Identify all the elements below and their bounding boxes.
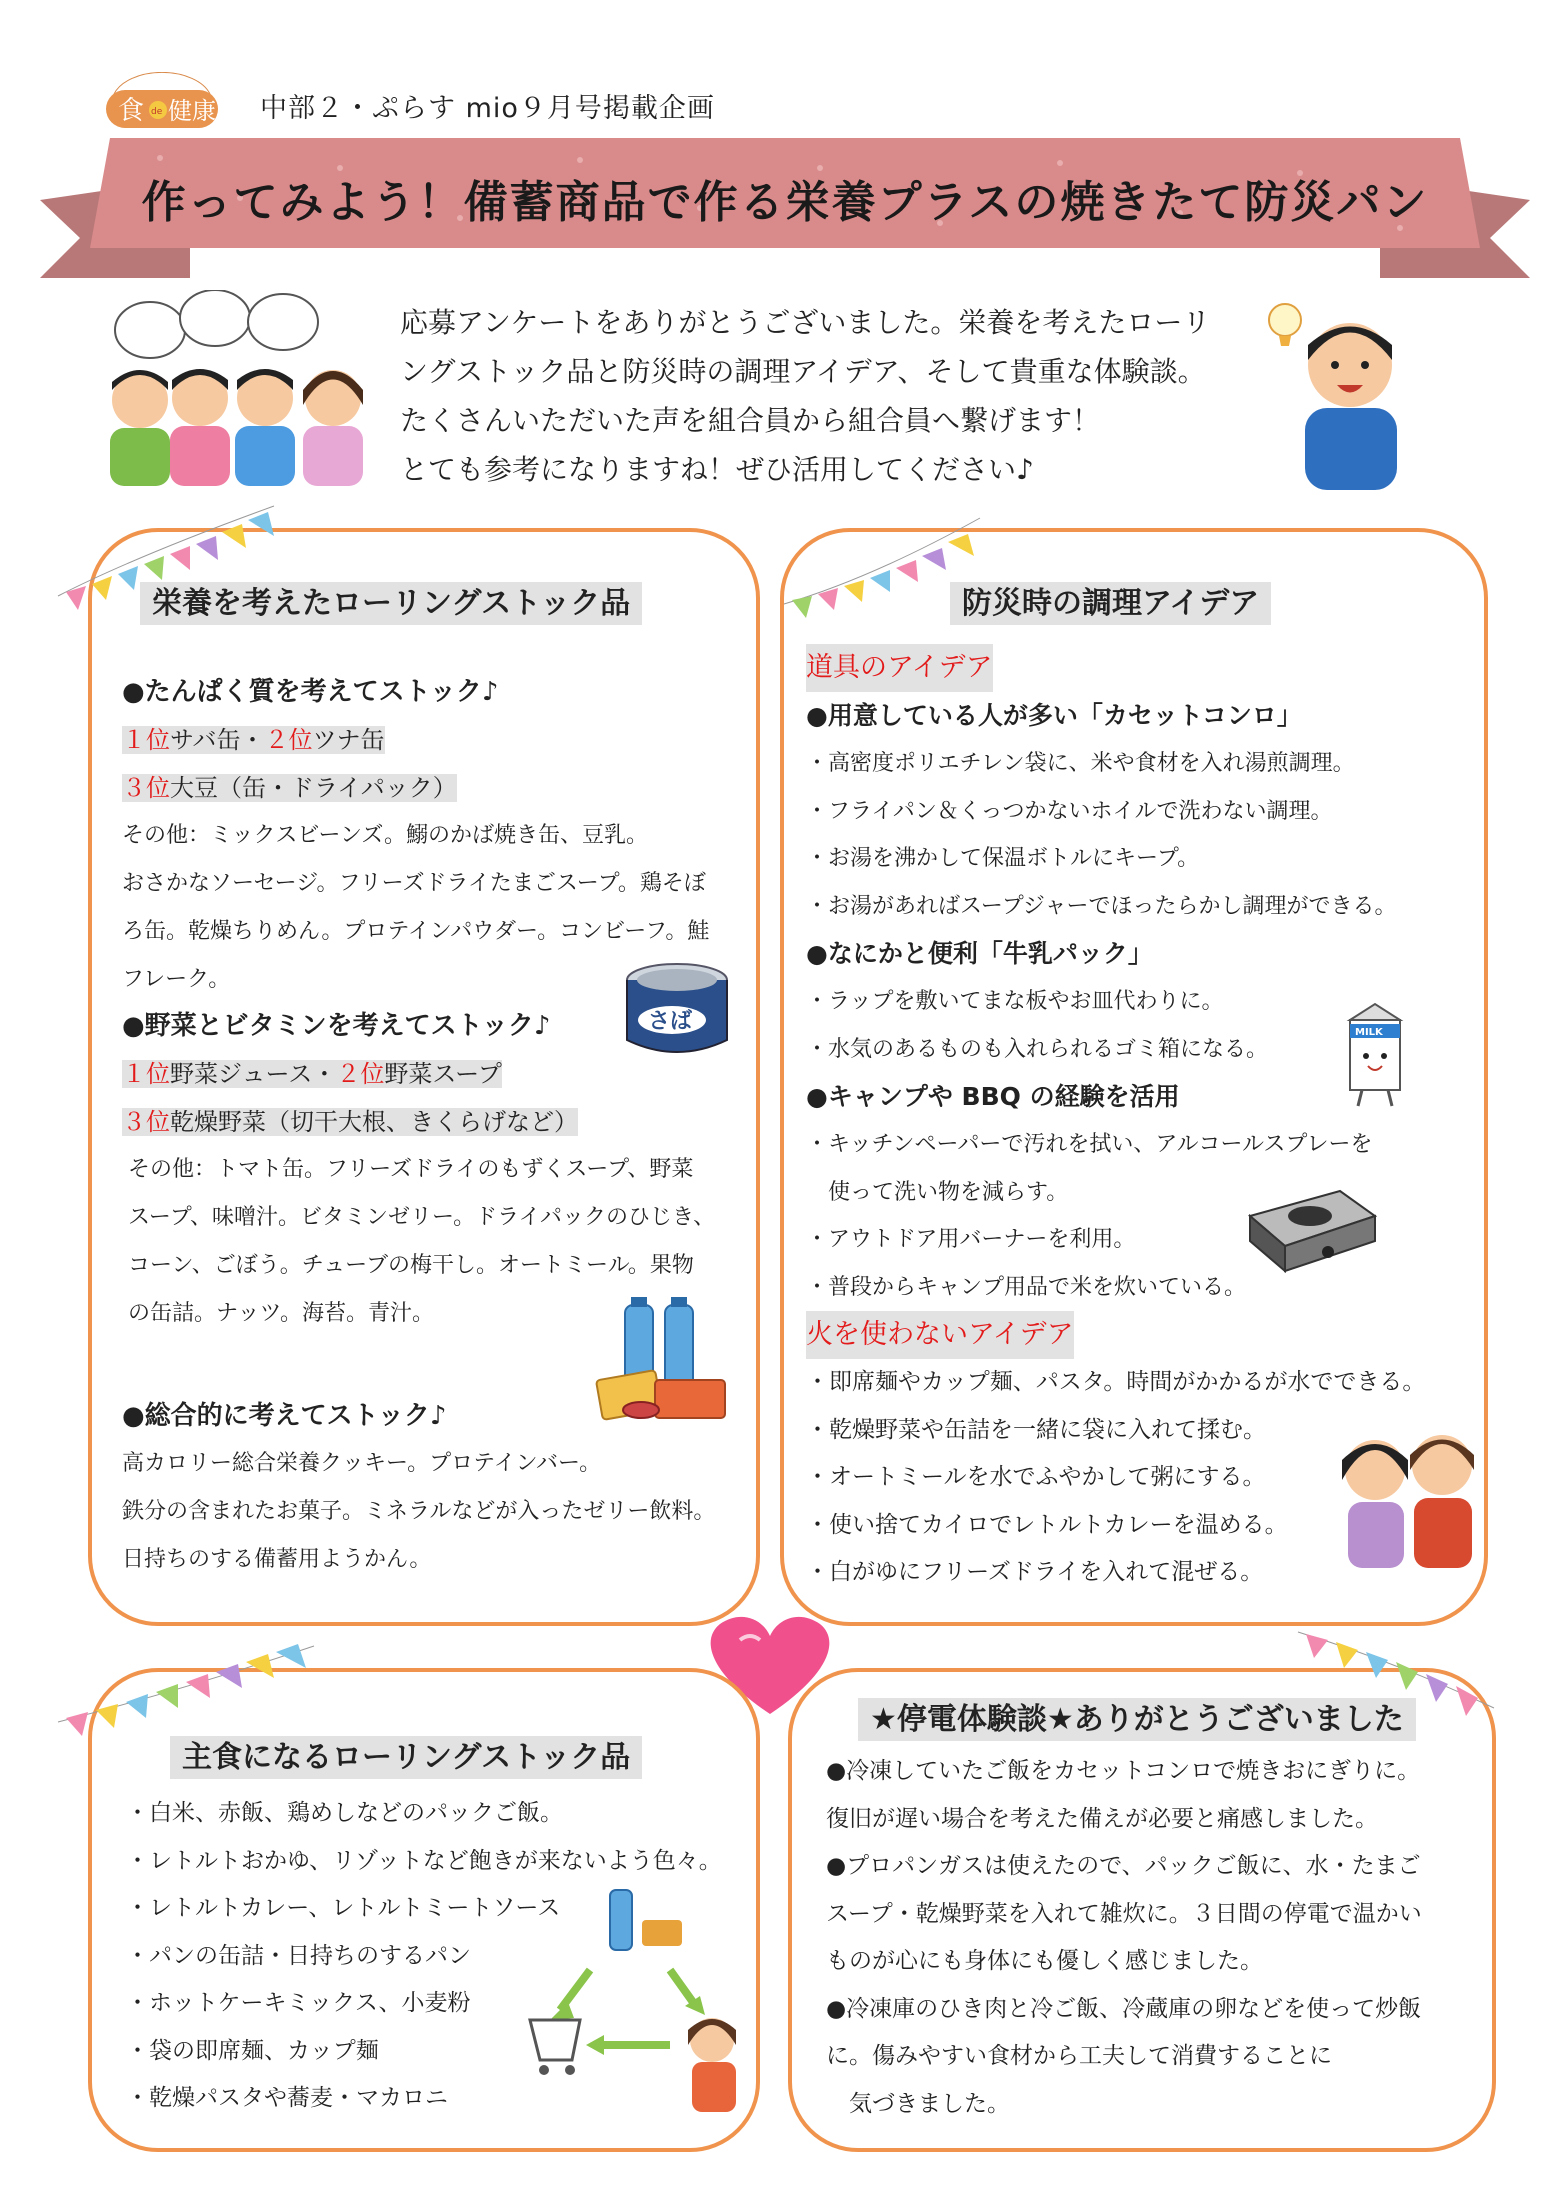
protein-heading: ●たんぱく質を考えてストック♪ bbox=[122, 677, 499, 707]
staple-item: ・袋の即席麺、カップ麺 bbox=[126, 2037, 379, 2064]
vegetable-rank-3 bbox=[122, 1098, 752, 1146]
nofire-item: ・即席麺やカップ麺、パスタ。時間がかかるが水でできる。 bbox=[806, 1369, 1426, 1395]
milk-item: ・ラップを敷いてまな板やお皿代わりに。 bbox=[806, 989, 1224, 1014]
staple-item: ・レトルトおかゆ、リゾットなど飽きが来ないよう色々。 bbox=[126, 1847, 722, 1874]
nofire-item: ・乾燥野菜や缶詰を一緒に袋に入れて揉む。 bbox=[806, 1416, 1266, 1443]
vegetable-other-line: の缶詰。ナッツ。海苔。青汁。 bbox=[128, 1301, 435, 1326]
svg-text:健康: 健康 bbox=[168, 97, 216, 125]
intro-line: とても参考になりますね！ぜひ活用してください♪ bbox=[400, 453, 1034, 486]
panel4-title bbox=[858, 1694, 1416, 1738]
story-line: 気づきました。 bbox=[826, 2090, 1010, 2117]
story-line: スープ・乾燥野菜を入れて雑炊に。３日間の停電で温かい bbox=[826, 1900, 1422, 1927]
vegetable-heading: ●野菜とビタミンを考えてストック♪ bbox=[122, 1011, 551, 1041]
panel2-title-text: 防災時の調理アイデア bbox=[950, 582, 1271, 625]
rank-label: １位 bbox=[122, 1060, 170, 1088]
story-line: に。傷みやすい食材から工夫して消費することに bbox=[826, 2043, 1332, 2069]
vegetable-other-line: コーン、ごぼう。チューブの梅干し。オートミール。果物 bbox=[128, 1253, 694, 1278]
staple-item: ・パンの缶詰・日持ちのするパン bbox=[126, 1942, 471, 1969]
protein-rank-3 bbox=[122, 764, 752, 812]
vegetable-other-line: スープ、味噌汁。ビタミンゼリー。ドライパックのひじき、 bbox=[128, 1205, 716, 1230]
rank-label: ３位 bbox=[122, 1108, 170, 1136]
vegetable-rank-12 bbox=[122, 1050, 752, 1098]
intro-line: たくさんいただいた声を組合員から組合員へ繋げます！ bbox=[400, 404, 1101, 437]
milk-heading: ●なにかと便利「牛乳パック」 bbox=[806, 939, 1153, 968]
blackout-stories bbox=[826, 1748, 1486, 2128]
general-section bbox=[122, 1392, 762, 1584]
panel4-title-text: ★停電体験談★ありがとうございました bbox=[858, 1698, 1416, 1741]
story-line: ●冷凍していたご飯をカセットコンロで焼きおにぎりに。 bbox=[826, 1758, 1421, 1784]
protein-other-line: ろ缶。乾燥ちりめん。プロテインパウダー。コンビーフ。鮭 bbox=[122, 919, 710, 944]
rank-label: ２位 bbox=[336, 1060, 385, 1088]
intro-line: ングストック品と防災時の調理アイデア、そして貴重な体験談。 bbox=[400, 355, 1206, 388]
nofire-heading: 火を使わないアイデア bbox=[806, 1311, 1074, 1359]
two-women-illustration bbox=[1330, 1410, 1490, 1574]
logo bbox=[100, 72, 224, 130]
page-title: 作ってみよう！備蓄商品で作る栄養プラスの焼きたて防災パン bbox=[141, 177, 1429, 228]
staple-item: ・ホットケーキミックス、小麦粉 bbox=[126, 1990, 471, 2016]
staple-item: ・乾燥パスタや蕎麦・マカロニ bbox=[126, 2085, 448, 2111]
panel3-title-text: 主食になるローリングストック品 bbox=[170, 1736, 642, 1779]
story-line: 復旧が遅い場合を考えた備えが必要と痛感しました。 bbox=[826, 1805, 1378, 1832]
stove-item: ・お湯があればスープジャーでほったらかし調理ができる。 bbox=[806, 893, 1397, 919]
camp-item: ・アウトドア用バーナーを利用。 bbox=[806, 1227, 1136, 1252]
vegetable-section bbox=[122, 1002, 752, 1338]
intro-text bbox=[400, 298, 1260, 494]
rank-item: 乾燥野菜（切干大根、きくらげなど） bbox=[170, 1108, 578, 1136]
camp-heading: ●キャンプや BBQ の経験を活用 bbox=[806, 1082, 1180, 1111]
milk-item: ・水気のあるものも入れられるゴミ箱になる。 bbox=[806, 1036, 1269, 1062]
camp-item: ・キッチンペーパーで汚れを拭い、アルコールスプレーを bbox=[806, 1132, 1373, 1157]
stove-item: ・フライパン＆くっつかないホイルで洗わない調理。 bbox=[806, 798, 1333, 824]
rank-item: 野菜ジュース・ bbox=[170, 1060, 337, 1088]
rank-item: サバ缶・ bbox=[170, 726, 265, 754]
protein-section bbox=[122, 668, 752, 1004]
milk-label: MILK bbox=[1355, 1027, 1383, 1038]
story-line: ●冷凍庫のひき肉と冷ご飯、冷蔵庫の卵などを使って炒飯 bbox=[826, 1995, 1422, 2022]
general-heading: ●総合的に考えてストック♪ bbox=[122, 1401, 447, 1431]
nofire-item: ・オートミールを水でふやかして粥にする。 bbox=[806, 1464, 1266, 1490]
story-line: ものが心にも身体にも優しく感じました。 bbox=[826, 1948, 1263, 1974]
group-chat-illustration bbox=[95, 290, 380, 490]
can-label: さば bbox=[648, 1009, 693, 1034]
staple-item: ・レトルトカレー、レトルトミートソース bbox=[126, 1895, 561, 1921]
rolling-stock-cycle-illustration bbox=[520, 1880, 750, 2124]
rank-item: ツナ缶 bbox=[312, 726, 385, 754]
camp-item: 使って洗い物を減らす。 bbox=[806, 1179, 1069, 1205]
header-line: 中部２・ぷらす mio９月号掲載企画 bbox=[260, 93, 715, 124]
staple-item: ・白米、赤飯、鶏めしなどのパックご飯。 bbox=[126, 1800, 563, 1826]
milk-carton-illustration bbox=[1340, 1000, 1410, 1114]
stove-item: ・お湯を沸かして保温ボトルにキープ。 bbox=[806, 846, 1200, 871]
story-line: ●プロパンガスは使えたので、パックご飯に、水・たまご bbox=[826, 1853, 1421, 1879]
stove-item: ・高密度ポリエチレン袋に、米や食材を入れ湯煎調理。 bbox=[806, 751, 1355, 776]
nofire-item: ・白がゆにフリーズドライを入れて混ぜる。 bbox=[806, 1559, 1264, 1585]
gas-stove-illustration bbox=[1240, 1176, 1380, 1280]
tools-heading: 道具のアイデア bbox=[806, 644, 993, 692]
panel3-title bbox=[170, 1732, 642, 1776]
man-with-idea-illustration bbox=[1265, 290, 1415, 490]
general-line: 日持ちのする備蓄用ようかん。 bbox=[122, 1547, 432, 1572]
protein-other-line: フレーク。 bbox=[122, 967, 231, 992]
bunting-bottom-left bbox=[56, 1636, 316, 1740]
general-line: 鉄分の含まれたお菓子。ミネラルなどが入ったゼリー飲料。 bbox=[122, 1499, 716, 1524]
rank-item: 大豆（缶・ドライパック） bbox=[170, 774, 457, 802]
rank-label: １位 bbox=[122, 726, 170, 754]
protein-rank-12 bbox=[122, 716, 752, 764]
camp-item: ・普段からキャンプ用品で米を炊いている。 bbox=[806, 1274, 1247, 1300]
svg-text:食: 食 bbox=[118, 96, 145, 126]
rank-label: ３位 bbox=[122, 774, 170, 802]
panel2-title bbox=[950, 578, 1271, 622]
protein-other-line: その他：ミックスビーンズ。鰯のかば焼き缶、豆乳。 bbox=[122, 823, 649, 848]
nofire-item: ・使い捨てカイロでレトルトカレーを温める。 bbox=[806, 1511, 1288, 1538]
protein-other-line: おさかなソーセージ。フリーズドライたまごスープ。鶏そぼ bbox=[122, 871, 706, 896]
rank-item: 野菜スープ bbox=[384, 1060, 502, 1088]
rank-label: ２位 bbox=[264, 726, 313, 754]
panel1-title bbox=[140, 578, 642, 622]
vegetable-other-line: その他：トマト缶。フリーズドライのもずくスープ、野菜 bbox=[128, 1157, 694, 1182]
intro-line: 応募アンケートをありがとうございました。栄養を考えたローリ bbox=[400, 306, 1211, 339]
general-line: 高カロリー総合栄養クッキー。プロテインバー。 bbox=[122, 1451, 602, 1476]
svg-text:de: de bbox=[151, 107, 163, 117]
panel1-title-text: 栄養を考えたローリングストック品 bbox=[140, 582, 642, 625]
stove-heading: ●用意している人が多い「カセットコンロ」 bbox=[806, 701, 1302, 730]
